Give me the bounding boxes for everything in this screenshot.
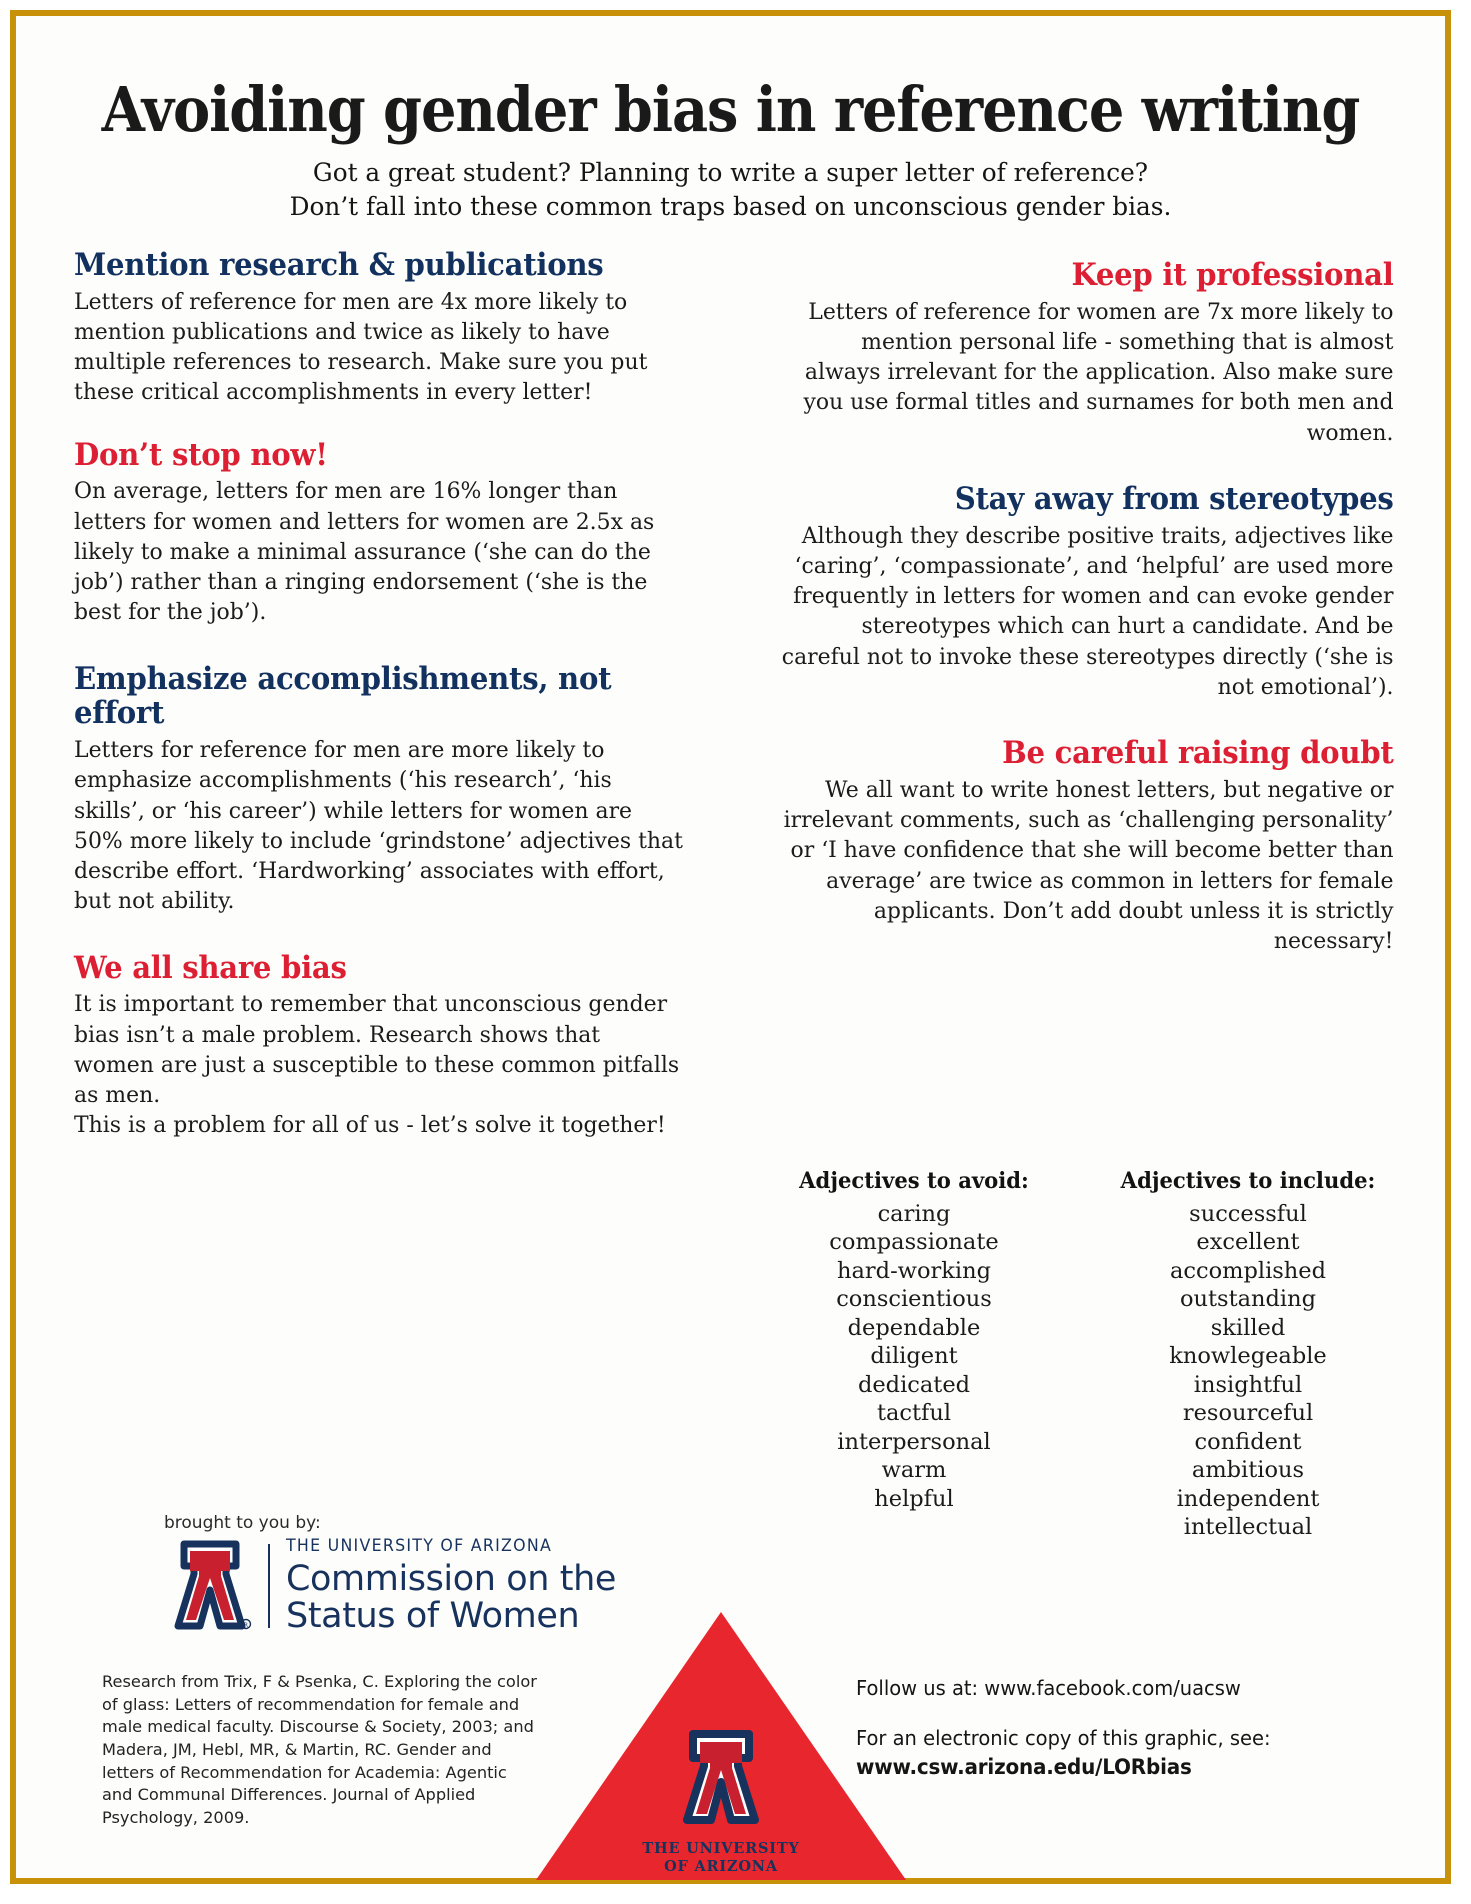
section-body: We all want to write honest letters, but negative or irrelevant comments, such as ‘challenging personality’ or ‘I have confidence that she will become better than average’ are twice as common in letters for female applicants. Don’t add doubt unless it is strictly necessary! (783, 776, 1393, 955)
adjectives-avoid-column (751, 1168, 1077, 1541)
list-item: skilled (1210, 1314, 1286, 1341)
section-heading: Keep it professional (1070, 257, 1393, 293)
section-we-all-share-bias (74, 951, 702, 1141)
ua-triangle-logo (536, 1612, 906, 1882)
section-keep-it-professional (766, 258, 1394, 448)
triangle-caption-line-2: OF ARIZONA (664, 1858, 778, 1876)
brought-to-you-by-label: brought to you by: (164, 1513, 321, 1533)
list-item: outstanding (1179, 1286, 1317, 1313)
list-item: dedicated (857, 1371, 971, 1398)
section-stay-away-stereotypes (766, 482, 1394, 702)
subtitle-line-1: Got a great student? Planning to write a super letter of reference? (312, 158, 1149, 189)
block-a-icon (675, 1730, 767, 1826)
logo-divider (268, 1544, 270, 1628)
list-item: helpful (874, 1485, 954, 1512)
svg-text:R: R (243, 1622, 249, 1630)
section-heading: We all share bias (74, 949, 347, 986)
list-item: dependable (847, 1314, 981, 1341)
list-item: successful (1189, 1201, 1307, 1227)
adjectives-avoid-heading: Adjectives to avoid: (799, 1168, 1029, 1194)
section-body-paragraph-1: It is important to remember that unconscious gender bias isn’t a male problem. Research shows that women are just a susceptible to these common pitfalls as men. (74, 991, 680, 1109)
section-heading: Stay away from stereotypes (954, 480, 1393, 517)
list-item: interpersonal (837, 1428, 991, 1455)
university-of-arizona-block-a-icon (166, 1540, 254, 1632)
section-body-paragraph-2: This is a problem for all of us - let’s solve it together! (74, 1112, 666, 1139)
list-item: tactful (876, 1400, 952, 1427)
section-be-careful-raising-doubt (766, 736, 1394, 956)
section-emphasize-accomplishments (74, 662, 702, 917)
triangle-logo-caption (536, 1840, 906, 1876)
section-body: Letters of reference for men are 4x more likely to mention publications and twice as likely to have multiple references to research. Make sure you put these critical accomplishments in every letter! (74, 288, 648, 406)
poster-inner (16, 16, 1445, 1878)
section-dont-stop-now (74, 438, 702, 628)
section-heading: Don’t stop now! (74, 436, 328, 473)
left-column (74, 248, 720, 1167)
subtitle-line-2: Don’t fall into these common traps based on unconscious gender bias. (289, 191, 1172, 222)
list-item: knowlegeable (1169, 1343, 1327, 1370)
adjective-lists (751, 1168, 1411, 1541)
csw-url-link[interactable]: www.csw.arizona.edu/LORbias (856, 1755, 1192, 1780)
section-body: Letters for reference for men are more likely to emphasize accomplishments (‘his research’, ‘his skills’, or ‘his career’) while letters for women are 50% more likely to include ‘grindstone’ adjectives that describe effort. ‘Hardworking’ associates with effort, but not ability. (74, 737, 683, 915)
list-item: excellent (1196, 1229, 1300, 1256)
research-citation: Research from Trix, F & Psenka, C. Exploring the color of glass: Letters of recommendation for female and male medical faculty. Discourse & Society, 2003; and Madera, JM, Hebl, MR, & Martin, RC. Gender and letters of Recommendation for Academia: Agentic and Communal Differences. Journal of Applied Psychology, 2009. (102, 1672, 537, 1828)
list-item: diligent (870, 1343, 958, 1370)
list-item: ambitious (1191, 1457, 1305, 1484)
section-mention-research (74, 248, 702, 408)
section-body (74, 989, 686, 1140)
list-item: resourceful (1182, 1400, 1314, 1427)
list-item: insightful (1193, 1371, 1303, 1398)
footer-links (856, 1676, 1376, 1779)
list-item: warm (881, 1457, 947, 1484)
page-subtitle (37, 157, 1423, 224)
list-item: accomplished (1169, 1257, 1327, 1284)
list-item: conscientious (836, 1286, 992, 1313)
adjectives-include-heading: Adjectives to include: (1120, 1168, 1376, 1194)
list-item: intellectual (1183, 1513, 1313, 1540)
list-item: confident (1194, 1428, 1302, 1455)
poster-frame (10, 10, 1451, 1884)
commission-name-line-2: Status of Women (286, 1595, 580, 1636)
page-title: Avoiding gender bias in reference writing (101, 73, 1360, 146)
adjectives-include-list (1085, 1200, 1411, 1541)
section-body: Although they describe positive traits, adjectives like ‘caring’, ‘compassionate’, and ‘helpful’ are used more frequently in letters for women and can evoke gender stereotypes which can hurt a candidate. And be careful not to invoke these stereotypes directly (‘she is not emotional’). (781, 522, 1393, 700)
adjectives-avoid-list (751, 1200, 1077, 1513)
section-heading: Mention research & publications (74, 247, 604, 283)
section-heading: Emphasize accomplishments, not effort (74, 660, 612, 732)
content-columns (16, 248, 1445, 1167)
commission-name-line-1: Commission on the (286, 1558, 617, 1599)
follow-us-line[interactable]: Follow us at: www.facebook.com/uacsw (856, 1676, 1241, 1700)
section-body: On average, letters for men are 16% longer than letters for women and letters for women are 2.5x as likely to make a minimal assurance (‘she can do the job’) rather than a ringing endorsement (‘she is the best for the job’). (74, 478, 655, 626)
section-body: Letters of reference for women are 7x more likely to mention personal life - something that is almost always irrelevant for the application. Also make sure you use formal titles and surnames for both men and women. (802, 298, 1393, 446)
triangle-caption-line-1: THE UNIVERSITY (642, 1840, 800, 1857)
adjectives-include-column (1085, 1168, 1411, 1541)
list-item: hard-working (837, 1257, 991, 1284)
electronic-copy-line: For an electronic copy of this graphic, see: (856, 1725, 1271, 1750)
right-column (742, 248, 1394, 1167)
list-item: caring (877, 1201, 951, 1227)
section-heading: Be careful raising doubt (1001, 735, 1393, 772)
list-item: compassionate (829, 1229, 999, 1256)
university-name: THE UNIVERSITY OF ARIZONA (286, 1536, 553, 1555)
list-item: independent (1176, 1485, 1320, 1512)
